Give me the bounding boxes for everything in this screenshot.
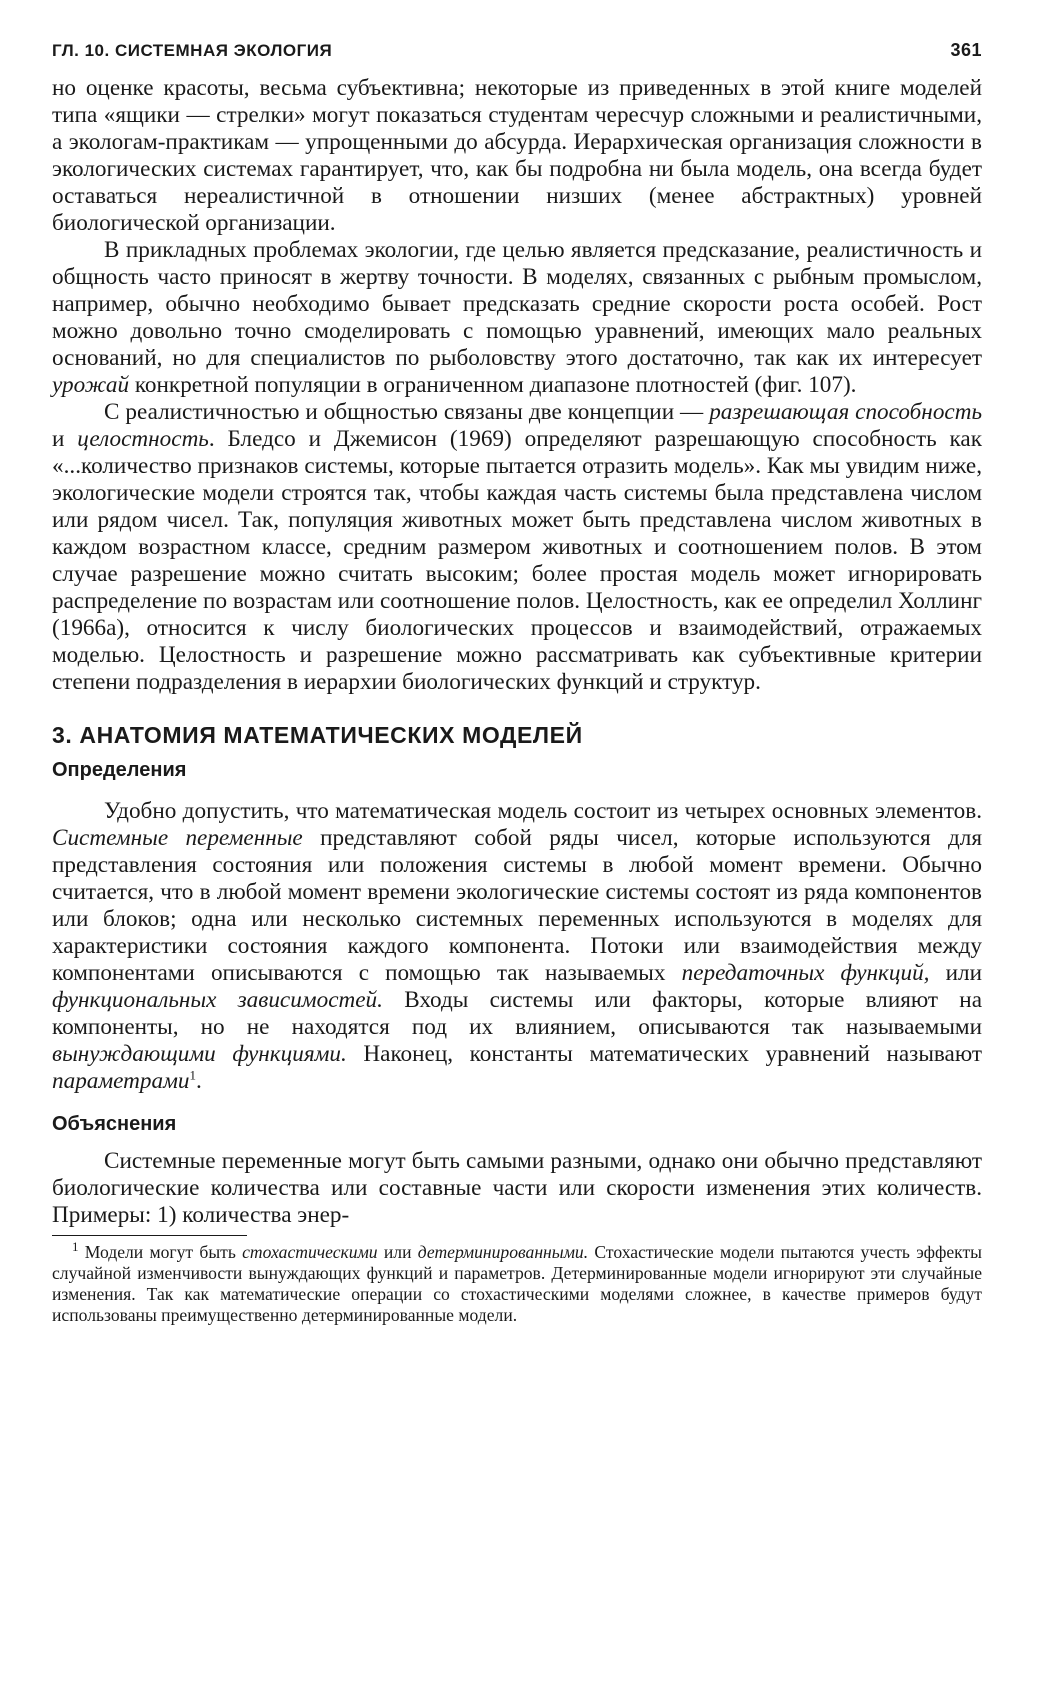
page-number: 361 bbox=[950, 40, 982, 60]
paragraph-1: но оценке красоты, весьма субъективна; некоторые из приведенных в этой книге моделей типа «ящики — стрелки» могут показаться студентам чересчур сложными и реалистичными, а экологам-практикам — упрощенными до абсурда. Иерархическая организация сложности в экологических системах гарантирует, что, как бы подробна ни была модель, она всегда будет оставаться нереалистичной в отношении низших (менее абстрактных) уровней биологической организации. bbox=[52, 75, 982, 236]
running-head bbox=[52, 40, 982, 61]
chapter-title: ГЛ. 10. СИСТЕМНАЯ ЭКОЛОГИЯ bbox=[52, 41, 333, 60]
section-title: 3. АНАТОМИЯ МАТЕМАТИЧЕСКИХ МОДЕЛЕЙ bbox=[52, 722, 583, 748]
emphasis-system-variables: Системные переменные bbox=[52, 825, 303, 851]
emphasis-deterministic: детерминированными. bbox=[417, 1242, 589, 1262]
emphasis-forcing-functions: вынуждающими функциями. bbox=[52, 1041, 347, 1067]
definitions-text-3: или bbox=[929, 960, 983, 986]
emphasis-harvest: урожай bbox=[52, 372, 130, 398]
explanations-paragraph: Системные переменные могут быть самыми разными, однако они обычно представляют биологические количества или составные части или скорости изменения этих количеств. Примеры: 1) количества энер- bbox=[52, 1148, 982, 1228]
emphasis-stochastic: стохастическими bbox=[242, 1242, 378, 1262]
paragraph-3-text-1: С реалистичностью и общностью связаны две концепции — bbox=[104, 399, 710, 425]
definitions-text-6: . bbox=[195, 1068, 202, 1094]
footnote bbox=[52, 1239, 982, 1326]
emphasis-functional-dependencies: функциональных зависимостей. bbox=[52, 987, 383, 1013]
paragraph-3 bbox=[52, 399, 982, 696]
subsection-title-explanations: Объяснения bbox=[52, 1113, 177, 1135]
definitions-text-4: Входы системы или факторы, которые влияют на компоненты, но не находятся под их влиянием, описываются так называемыми bbox=[52, 987, 983, 1040]
footnote-marker: 1 bbox=[72, 1239, 79, 1255]
footnote-text-3: Стохастические модели пытаются учесть эффекты случайной изменчивости вынуждающих функций и параметров. Детерминированные модели игнорируют эти случайные изменения. Так как математические операции со стохастическими моделями сложнее, в качестве примеров будут использованы преимущественно детерминированные модели. bbox=[52, 1242, 982, 1325]
definitions-text-1: Удобно допустить, что математическая модель состоит из четырех основных элементов. bbox=[104, 798, 982, 824]
book-page bbox=[52, 40, 982, 1326]
definitions-text-5: Наконец, константы математических уравнений называют bbox=[346, 1041, 982, 1067]
footnote-text-1: Модели могут быть bbox=[78, 1242, 243, 1262]
paragraph-3-text-3: . Бледсо и Джемисон (1969) определяют разрешающую способность как «...количество признаков системы, которые пытается отразить модель». Как мы увидим ниже, экологические модели строятся так, чтобы каждая часть системы была представлена числом или рядом чисел. Так, популяция животных может быть представлена числом животных в каждом возрастном классе, средним размером животных и соотношением полов. В этом случае разрешение можно считать высоким; более простая модель может игнорировать распределение по возрастам или соотношение полов. Целостность, как ее определил Холлинг (1966а), относится к числу биологических процессов и взаимодействий, отражаемых моделью. Целостность и разрешение можно рассматривать как субъективные критерии степени подразделения в иерархии биологических функций и структур. bbox=[52, 426, 982, 695]
footnote-text-2: или bbox=[377, 1242, 418, 1262]
footnote-divider bbox=[52, 1235, 247, 1236]
paragraph-2 bbox=[52, 237, 982, 399]
footnote-reference[interactable]: 1 bbox=[189, 1067, 196, 1083]
subsection-title-definitions: Определения bbox=[52, 759, 187, 781]
definitions-paragraph bbox=[52, 798, 982, 1095]
paragraph-3-text-2: и bbox=[52, 426, 78, 452]
paragraph-2-text-1: В прикладных проблемах экологии, где целью является предсказание, реалистичность и общность часто приносят в жертву точности. В моделях, связанных с рыбным промыслом, например, обычно необходимо бывает предсказать средние скорости роста особей. Рост можно довольно точно смоделировать с помощью уравнений, имеющих мало реальных оснований, но для специалистов по рыболовству этого достаточно, так как их интересует bbox=[52, 237, 982, 371]
paragraph-2-text-2: конкретной популяции в ограниченном диапазоне плотностей (фиг. 107). bbox=[129, 372, 857, 398]
emphasis-transfer-functions: передаточных функций, bbox=[681, 960, 930, 986]
emphasis-parameters: параметрами bbox=[52, 1068, 190, 1094]
emphasis-resolution: разрешающая способность bbox=[709, 399, 982, 425]
emphasis-wholeness: целостность bbox=[77, 426, 209, 452]
definitions-text-2: представляют собой ряды чисел, которые используются для представления состояния или положения системы в любой момент времени. Обычно считается, что в любой момент времени экологические системы состоят из ряда компонентов или блоков; одна или несколько системных переменных используются в моделях для характеристики состояния каждого компонента. Потоки или взаимодействия между компонентами описываются с помощью так называемых bbox=[52, 825, 982, 986]
